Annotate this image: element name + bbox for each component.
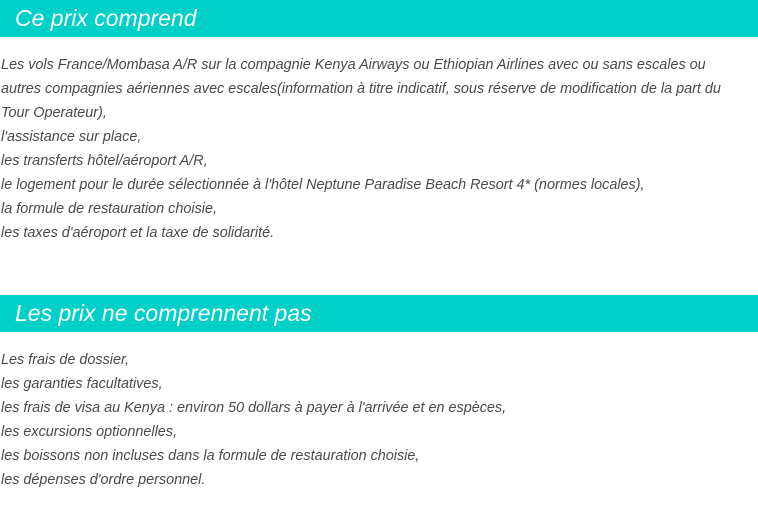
list-item: la formule de restauration choisie,	[1, 201, 217, 217]
list-item: les garanties facultatives,	[1, 376, 163, 392]
excludes-list	[1, 348, 746, 492]
list-item: Les frais de dossier,	[1, 352, 129, 368]
includes-list	[1, 53, 746, 245]
list-item: les taxes d'aéroport et la taxe de solidarité.	[1, 225, 275, 241]
list-item: Les vols France/Mombasa A/R sur la compagnie Kenya Airways ou Ethiopian Airlines avec ou sans escales ou autres compagnies aériennes avec escales(information à titre indicatif, sous réserve de modification de la part du Tour Operateur),	[1, 57, 721, 121]
list-item: les boissons non incluses dans la formule de restauration choisie,	[1, 448, 420, 464]
list-item: les frais de visa au Kenya : environ 50 dollars à payer à l'arrivée et en espèces,	[1, 400, 507, 416]
list-item: le logement pour le durée sélectionnée à l'hôtel Neptune Paradise Beach Resort 4* (normes locales),	[1, 177, 645, 193]
list-item: les dépenses d'ordre personnel.	[1, 472, 206, 488]
list-item: les transferts hôtel/aéroport A/R,	[1, 153, 208, 169]
section-title-includes: Ce prix comprend	[0, 0, 758, 37]
section-title-excludes: Les prix ne comprennent pas	[0, 295, 758, 332]
list-item: les excursions optionnelles,	[1, 424, 177, 440]
list-item: l'assistance sur place,	[1, 129, 142, 145]
